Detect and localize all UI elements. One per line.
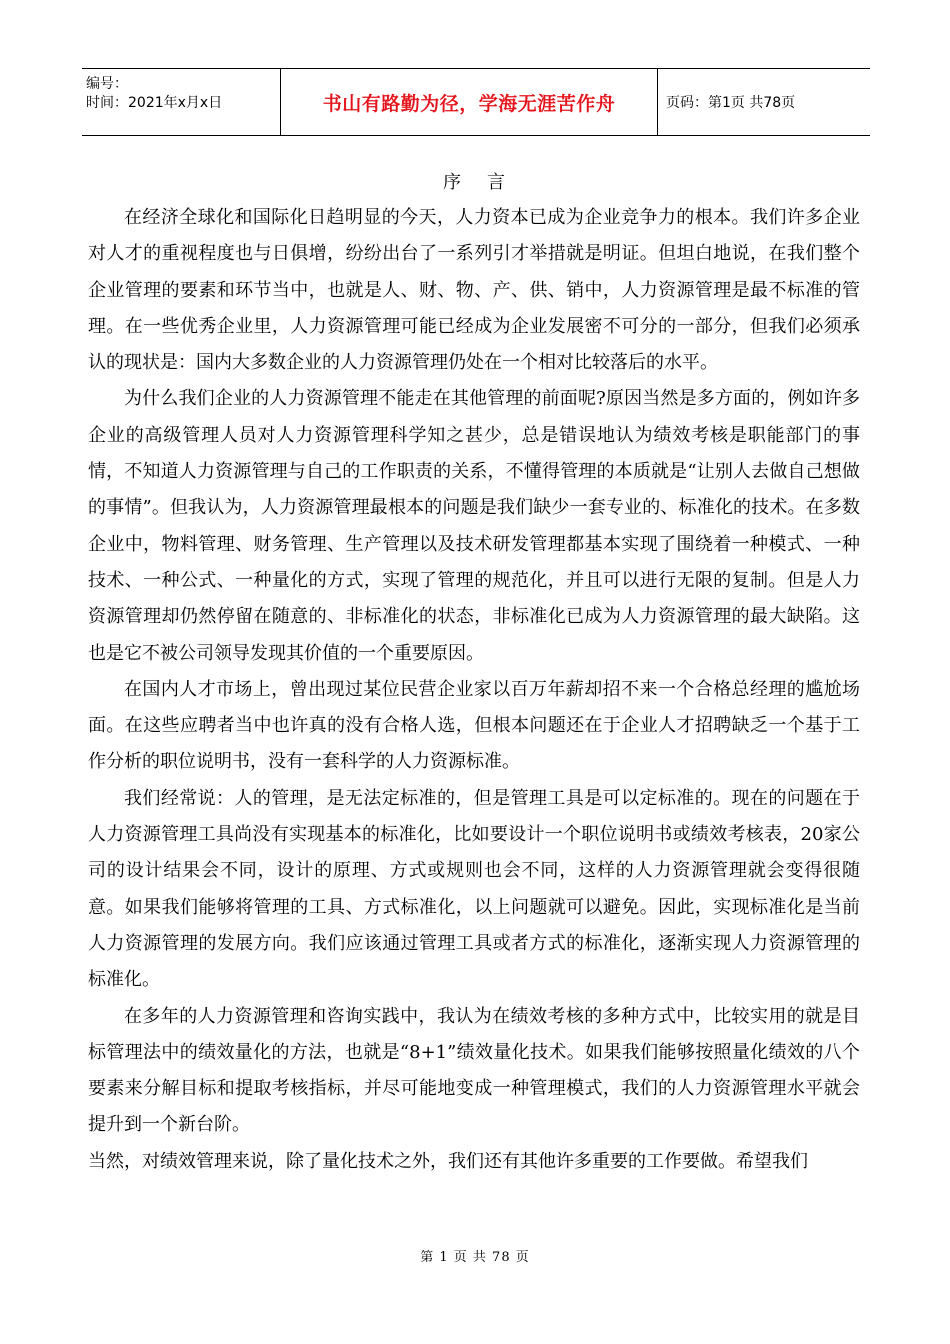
document-body: [88, 168, 860, 1180]
paragraph-2: 为什么我们企业的人力资源管理不能走在其他管理的前面呢?原因当然是多方面的，例如许多企业的高级管理人员对人力资源管理科学知之甚少，总是错误地认为绩效考核是职能部门的事情，不知道人力资源管理与自己的工作职责的关系，不懂得管理的本质就是“让别人去做自己想做的事情”。但我认为，人力资源管理最根本的问题是我们缺少一套专业的、标准化的技术。在多数企业中，物料管理、财务管理、生产管理以及技术研发管理都基本实现了围绕着一种模式、一种技术、一种公式、一种量化的方式，实现了管理的规范化，并且可以进行无限的复制。但是人力资源管理却仍然停留在随意的、非标准化的状态，非标准化已成为人力资源管理的最大缺陷。这也是它不被公司领导发现其价值的一个重要原因。: [88, 388, 860, 664]
header-page-info: 页码：第1页 共78页: [666, 95, 796, 111]
header-meta: [82, 69, 281, 135]
header-motto: 书山有路勤为径，学海无涯苦作舟: [281, 69, 658, 135]
paragraph-6: 当然，对绩效管理来说，除了量化技术之外，我们还有其他许多重要的工作要做。希望我们: [88, 1150, 808, 1172]
section-title: [88, 168, 860, 198]
document-header: [82, 68, 870, 136]
document-date: 时间：2021年x月x日: [86, 95, 223, 111]
paragraph-5: 在多年的人力资源管理和咨询实践中，我认为在绩效考核的多种方式中，比较实用的就是目标管理法中的绩效量化的方法，也就是“8+1”绩效量化技术。如果我们能够按照量化绩效的八个要素来分解目标和提取考核指标，并尽可能地变成一种管理模式，我们的人力资源管理水平就会提升到一个新台阶。: [88, 1005, 860, 1136]
paragraph-4: 我们经常说：人的管理，是无法定标准的，但是管理工具是可以定标准的。现在的问题在于人力资源管理工具尚没有实现基本的标准化，比如要设计一个职位说明书或绩效考核表，20家公司的设计结果会不同，设计的原理、方式或规则也会不同，这样的人力资源管理就会变得很随意。如果我们能够将管理的工具、方式标准化，以上问题就可以避免。因此，实现标准化是当前人力资源管理的发展方向。我们应该通过管理工具或者方式的标准化，逐渐实现人力资源管理的标准化。: [88, 787, 860, 991]
document-number-label: 编号：: [86, 76, 128, 92]
paragraph-1: 在经济全球化和国际化日趋明显的今天，人力资本已成为企业竞争力的根本。我们许多企业对人才的重视程度也与日俱增，纷纷出台了一系列引才举措就是明证。但坦白地说，在我们整个企业管理的要素和环节当中，也就是人、财、物、产、供、销中，人力资源管理是最不标准的管理。在一些优秀企业里，人力资源管理可能已经成为企业发展密不可分的一部分，但我们必须承认的现状是：国内大多数企业的人力资源管理仍处在一个相对比较落后的水平。: [88, 207, 860, 374]
title-char-2: 言: [487, 172, 505, 193]
title-char-1: 序: [443, 172, 461, 193]
page-footer: 第 1 页 共 78 页: [420, 1250, 530, 1265]
paragraph-3: 在国内人才市场上，曾出现过某位民营企业家以百万年薪却招不来一个合格总经理的尴尬场面。在这些应聘者当中也许真的没有合格人选，但根本问题还在于企业人才招聘缺乏一个基于工作分析的职位说明书，没有一套科学的人力资源标准。: [88, 678, 860, 773]
